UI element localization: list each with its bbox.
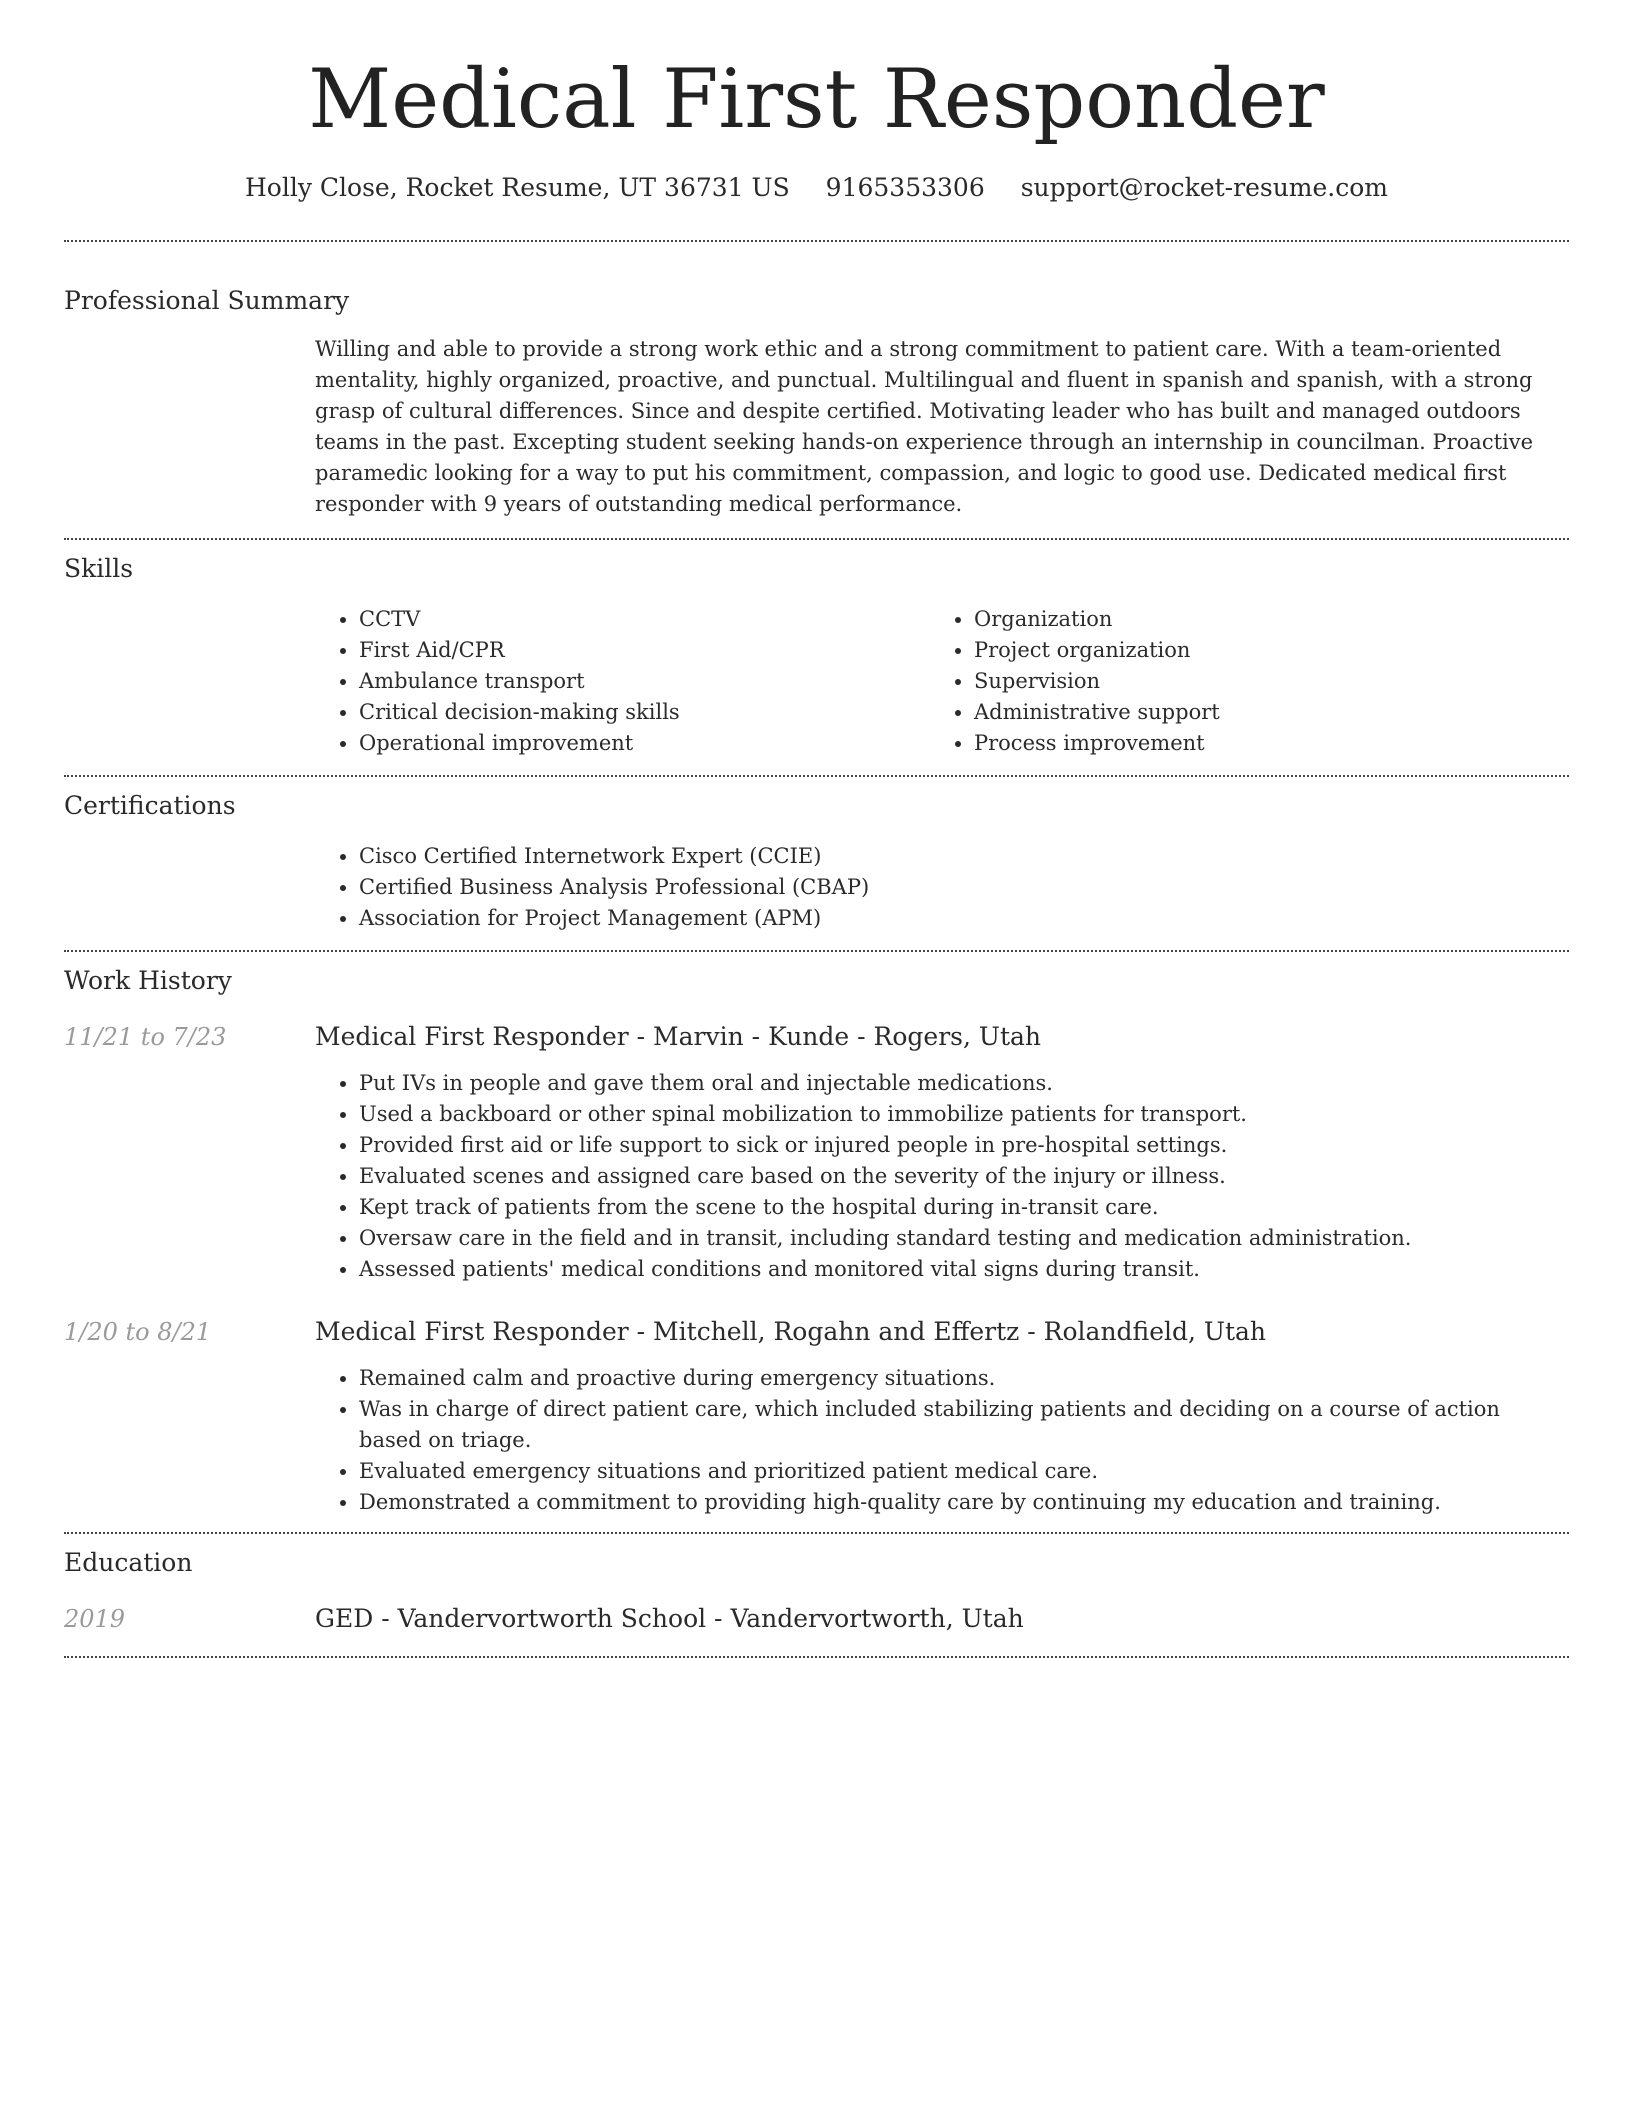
skills-column-left [315,604,930,759]
job-duty: • Used a backboard or other spinal mobilization to immobilize patients for transport. [359,1099,1569,1130]
certifications-heading: Certifications [64,791,236,820]
skills-grid [315,604,1569,759]
job-duty: • Remained calm and proactive during emergency situations. [359,1363,1569,1394]
job-title: Medical First Responder - Marvin - Kunde - Rogers, Utah [315,1022,1042,1051]
skills-section [64,552,1569,759]
skill-item: • Operational improvement [359,728,930,759]
work-history-section [64,964,1569,1532]
skill-item: • Administrative support [974,697,1545,728]
job-duty: • Provided first aid or life support to sick or injured people in pre-hospital settings. [359,1130,1569,1161]
job-body [315,1020,1569,1285]
contact-email: support@rocket-resume.com [1020,173,1388,202]
skill-item: • Organization [974,604,1545,635]
skill-item: • Critical decision-making skills [359,697,930,728]
summary-heading: Professional Summary [64,286,350,315]
job-dates: 1/20 to 8/21 [64,1318,212,1346]
job-title: Medical First Responder - Mitchell, Rogahn and Effertz - Rolandfield, Utah [315,1317,1267,1346]
job-dates: 11/21 to 7/23 [64,1023,227,1051]
job-duty: • Evaluated emergency situations and prioritized patient medical care. [359,1456,1569,1487]
education-year: 2019 [64,1605,126,1633]
section-divider [64,538,1569,540]
job-duty: • Demonstrated a commitment to providing high-quality care by continuing my education and training. [359,1487,1569,1518]
summary-text: Willing and able to provide a strong work ethic and a strong commitment to patient care. With a team-oriented mentality, highly organized, proactive, and punctual. Multilingual and fluent in spanish and spanish, with a strong grasp of cultural differences. Since and despite certified. Motivating leader who has built and managed outdoors teams in the past. Excepting student seeking hands-on experience through an internship in councilman. Proactive paramedic looking for a way to put his commitment, compassion, and logic to good use. Dedicated medical first responder with 9 years of outstanding medical performance. [315,337,1534,516]
job-duty: • Put IVs in people and gave them oral and injectable medications. [359,1068,1569,1099]
education-body [315,1602,1569,1636]
skill-item: • Project organization [974,635,1545,666]
certifications-list [315,841,1569,934]
skills-column-right [930,604,1545,759]
certification-item: • Certified Business Analysis Professional (CBAP) [359,872,1569,903]
resume-page [64,0,1569,1658]
contact-address: Holly Close, Rocket Resume, UT 36731 US [244,173,790,202]
job-duties [315,1068,1569,1285]
job-duty: • Kept track of patients from the scene to the hospital during in-transit care. [359,1192,1569,1223]
education-heading: Education [64,1548,193,1577]
skill-item: • Supervision [974,666,1545,697]
section-divider [64,950,1569,952]
summary-section [64,284,1569,520]
job-entry [64,1315,1569,1518]
certification-item: • Cisco Certified Internetwork Expert (CCIE) [359,841,1569,872]
skill-item: • Ambulance transport [359,666,930,697]
job-duties [315,1363,1569,1518]
job-body [315,1315,1569,1518]
job-duty: • Oversaw care in the field and in transit, including standard testing and medication administration. [359,1223,1569,1254]
education-entry [64,1602,1569,1636]
job-duty: • Assessed patients' medical conditions and monitored vital signs during transit. [359,1254,1569,1285]
skills-heading: Skills [64,554,134,583]
skill-item: • Process improvement [974,728,1545,759]
contact-phone: 9165353306 [825,173,985,202]
job-entry [64,1020,1569,1285]
section-divider [64,240,1569,242]
work-history-heading: Work History [64,966,232,995]
resume-name: Medical First Responder [308,53,1325,147]
skill-item: • First Aid/CPR [359,635,930,666]
section-divider [64,1532,1569,1534]
section-divider [64,1656,1569,1658]
section-divider [64,775,1569,777]
certification-item: • Association for Project Management (APM) [359,903,1569,934]
contact-line [64,170,1569,206]
education-degree: GED - Vandervortworth School - Vandervortworth, Utah [315,1604,1024,1633]
job-duty: • Was in charge of direct patient care, which included stabilizing patients and deciding on a course of action based on triage. [359,1394,1569,1456]
education-section [64,1546,1569,1636]
certifications-section [64,789,1569,934]
job-duty: • Evaluated scenes and assigned care based on the severity of the injury or illness. [359,1161,1569,1192]
skill-item: • CCTV [359,604,930,635]
